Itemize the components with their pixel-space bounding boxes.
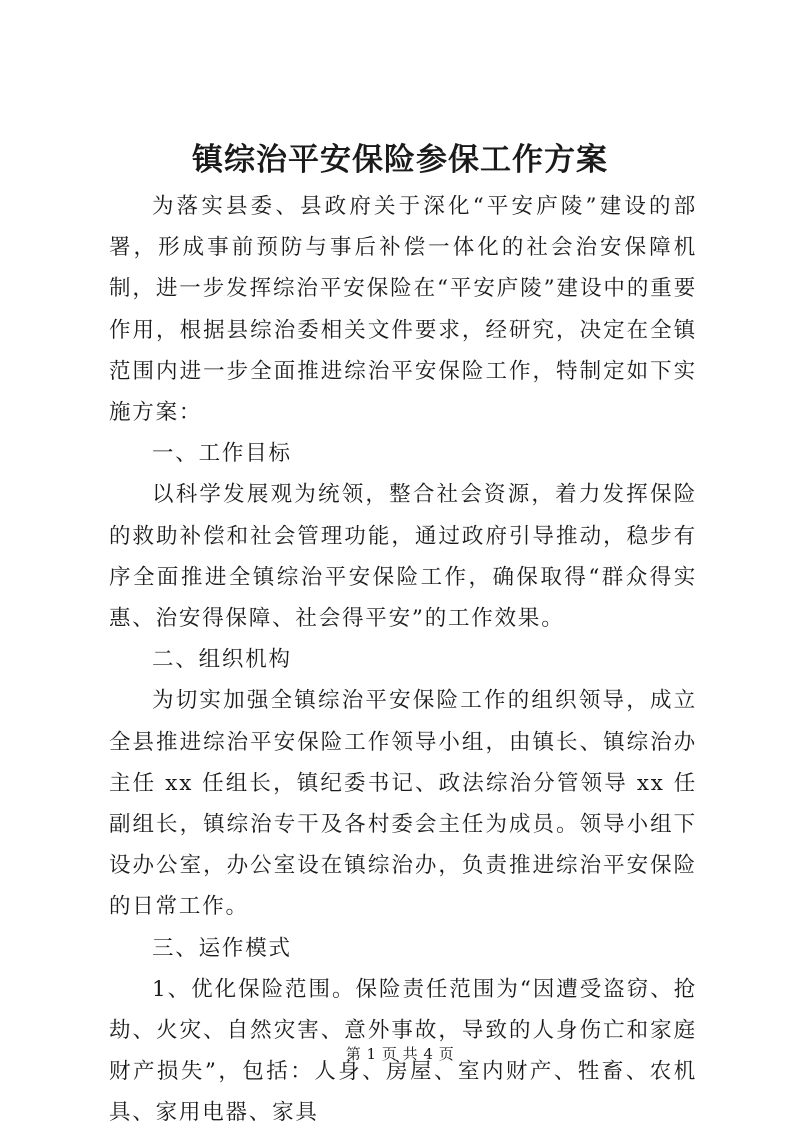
organization-paragraph: 为切实加强全镇综治平安保险工作的组织领导，成立全县推进综治平安保险工作领导小组，由镇长、镇综治办主任 xx 任组长，镇纪委书记、政法综治分管领导 xx 任副组长，镇综治专干及各村委会主任为成员。领导小组下设办公室，办公室设在镇综治办，负责推进综治平安保险的日常工作。 — [109, 688, 697, 920]
goals-paragraph: 以科学发展观为统领，整合社会资源，着力发挥保险的救助补偿和社会管理功能，通过政府引导推动，稳步有序全面推进全镇综治平安保险工作，确保取得“群众得实惠、治安得保障、社会得平安”的工作效果。 — [109, 482, 697, 632]
section-heading-operation: 三、运作模式 — [152, 935, 292, 961]
section-heading-goals: 一、工作目标 — [152, 441, 292, 467]
page-footer: 第 1 页 共 4 页 — [345, 1045, 455, 1063]
document-title: 镇综治平安保险参保工作方案 — [192, 142, 608, 178]
operation-paragraph: 1、优化保险范围。保险责任范围为“因遭受盗窃、抢劫、火灾、自然灾害、意外事故，导致的人身伤亡和家庭财产损失”，包括：人身、房屋、室内财产、牲畜、农机具、家用电器、家具 — [109, 976, 697, 1126]
intro-paragraph: 为落实县委、县政府关于深化“平安庐陵”建设的部署，形成事前预防与事后补偿一体化的社会治安保障机制，进一步发挥综治平安保险在“平安庐陵”建设中的重要作用，根据县综治委相关文件要求，经研究，决定在全镇范围内进一步全面推进综治平安保险工作，特制定如下实施方案： — [109, 194, 697, 426]
document-body — [109, 186, 697, 1134]
section-heading-organization: 二、组织机构 — [152, 647, 292, 673]
